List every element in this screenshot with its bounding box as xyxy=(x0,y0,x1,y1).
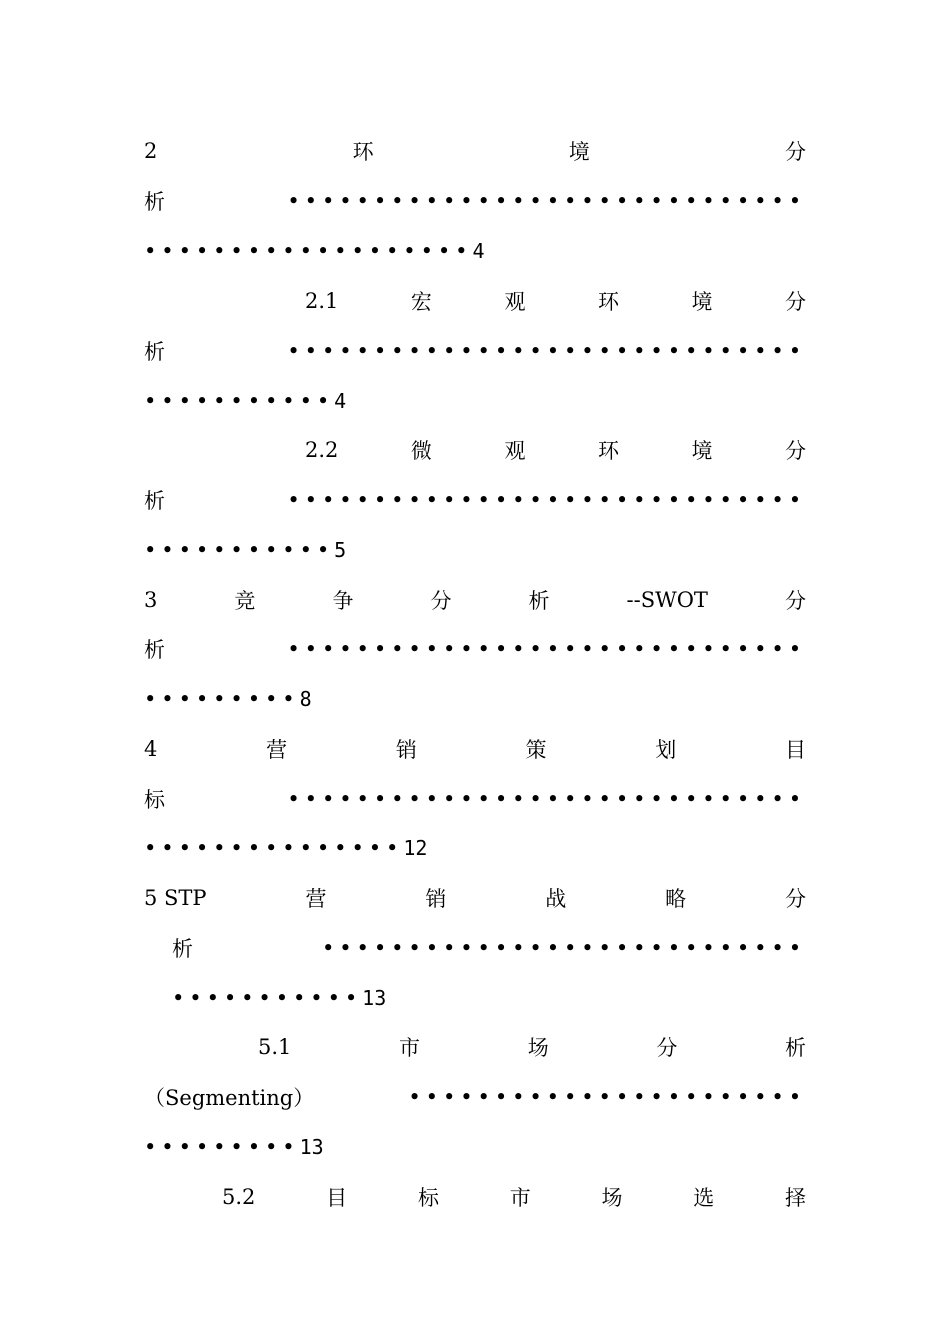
dot-leader: ••••••••••••••••••• xyxy=(144,239,473,263)
toc-char: 析 xyxy=(528,589,550,613)
toc-char: 划 xyxy=(655,738,677,762)
toc-entry-5-1-title[interactable] xyxy=(258,1032,806,1062)
toc-char: 争 xyxy=(332,589,354,613)
toc-char: 分 xyxy=(656,1036,678,1060)
toc-char: 宏 xyxy=(410,290,432,314)
toc-char: 战 xyxy=(545,887,567,911)
dot-leader: •••••••••••••••••••••••••••••• xyxy=(287,339,806,363)
toc-entry-4-title[interactable] xyxy=(144,734,806,764)
toc-char: 场 xyxy=(601,1186,623,1210)
toc-3-tail: 析 xyxy=(144,638,165,662)
toc-char: 竞 xyxy=(234,589,256,613)
toc-char: 标 xyxy=(417,1186,439,1210)
toc-5-num: 5 STP xyxy=(144,886,207,910)
toc-char: 目 xyxy=(326,1186,348,1210)
toc-entry-5-leader xyxy=(172,933,806,963)
toc-entry-5-2-title[interactable] xyxy=(222,1182,806,1212)
toc-entry-2-1-leader xyxy=(144,336,806,366)
toc-entry-2-leader xyxy=(144,186,806,216)
toc-2-c1: 环 xyxy=(352,140,374,164)
dot-leader: ••••••••••••••••••••••• xyxy=(408,1085,806,1109)
dot-leader: ••••••••••••••• xyxy=(144,836,404,860)
toc-char: 观 xyxy=(504,439,526,463)
toc-entry-2-2-page xyxy=(144,535,806,565)
toc-char: 境 xyxy=(691,290,713,314)
toc-char: 析 xyxy=(784,1036,806,1060)
toc-5-1-tail: （Segmenting） xyxy=(144,1086,315,1110)
toc-entry-2-1-title[interactable] xyxy=(305,286,806,316)
page-number: 8 xyxy=(299,687,312,711)
toc-2-2-num: 2.2 xyxy=(305,438,339,462)
page-number: 4 xyxy=(472,239,485,263)
toc-char: 目 xyxy=(784,738,806,762)
toc-5-2-num: 5.2 xyxy=(222,1185,256,1209)
dot-leader: ••••••••••• xyxy=(144,389,335,413)
toc-entry-2-2-leader xyxy=(144,485,806,515)
dot-leader: ••••••••••• xyxy=(144,538,335,562)
page-number: 5 xyxy=(334,538,347,562)
toc-2-tail: 析 xyxy=(144,190,165,214)
toc-entry-5-1-leader xyxy=(144,1082,806,1112)
toc-char: 分 xyxy=(430,589,452,613)
toc-entry-5-page xyxy=(172,983,806,1013)
toc-char: 微 xyxy=(410,439,432,463)
toc-entry-2-title[interactable] xyxy=(144,136,806,166)
toc-char: 营 xyxy=(266,738,288,762)
toc-entry-2-1-page xyxy=(144,386,806,416)
page-number: 13 xyxy=(299,1135,324,1159)
dot-leader: •••••••••••••••••••••••••••••• xyxy=(287,637,806,661)
toc-2-1-num: 2.1 xyxy=(305,289,339,313)
toc-char: 略 xyxy=(665,887,687,911)
toc-entry-3-leader xyxy=(144,634,806,664)
toc-char: 分 xyxy=(784,290,806,314)
toc-entry-5-1-page xyxy=(144,1132,806,1162)
dot-leader: •••••••••••••••••••••••••••••• xyxy=(287,189,806,213)
toc-char: 环 xyxy=(597,290,619,314)
toc-char: 选 xyxy=(693,1186,715,1210)
toc-entry-3-page xyxy=(144,684,806,714)
dot-leader: ••••••••• xyxy=(144,1135,300,1159)
toc-char: 分 xyxy=(784,439,806,463)
toc-5-tail: 析 xyxy=(172,937,193,961)
toc-4-tail: 标 xyxy=(144,788,165,812)
page-number: 13 xyxy=(362,986,387,1010)
toc-5-1-num: 5.1 xyxy=(258,1035,292,1059)
dot-leader: ••••••••••• xyxy=(172,986,363,1010)
toc-entry-4-page xyxy=(144,833,806,863)
toc-entry-2-2-title[interactable] xyxy=(305,435,806,465)
page-number: 12 xyxy=(403,836,428,860)
page-number: 4 xyxy=(334,389,347,413)
dot-leader: ••••••••• xyxy=(144,687,300,711)
toc-char: 销 xyxy=(395,738,417,762)
toc-char: 策 xyxy=(525,738,547,762)
toc-char: 分 xyxy=(784,589,806,613)
toc-char: 观 xyxy=(504,290,526,314)
toc-char: 分 xyxy=(784,887,806,911)
toc-char: 环 xyxy=(597,439,619,463)
toc-char: 境 xyxy=(691,439,713,463)
toc-2-2-tail: 析 xyxy=(144,489,165,513)
toc-2-c3: 分 xyxy=(784,140,806,164)
toc-char: 场 xyxy=(527,1036,549,1060)
toc-char: 择 xyxy=(785,1186,806,1210)
toc-char: 市 xyxy=(399,1036,421,1060)
dot-leader: •••••••••••••••••••••••••••••• xyxy=(287,787,806,811)
toc-entry-5-title[interactable] xyxy=(144,883,806,913)
toc-char: 销 xyxy=(425,887,447,911)
toc-entry-3-title[interactable] xyxy=(144,585,806,615)
toc-char: 市 xyxy=(509,1186,531,1210)
dot-leader: •••••••••••••••••••••••••••• xyxy=(321,936,806,960)
toc-char: --SWOT xyxy=(626,588,708,612)
dot-leader: •••••••••••••••••••••••••••••• xyxy=(287,488,806,512)
toc-4-num: 4 xyxy=(144,737,158,761)
toc-2-c2: 境 xyxy=(568,140,590,164)
toc-entry-4-leader xyxy=(144,784,806,814)
toc-2-1-tail: 析 xyxy=(144,340,165,364)
toc-2-num: 2 xyxy=(144,139,158,163)
toc-3-num: 3 xyxy=(144,588,158,612)
toc-char: 营 xyxy=(305,887,327,911)
toc-entry-2-page xyxy=(144,236,806,266)
